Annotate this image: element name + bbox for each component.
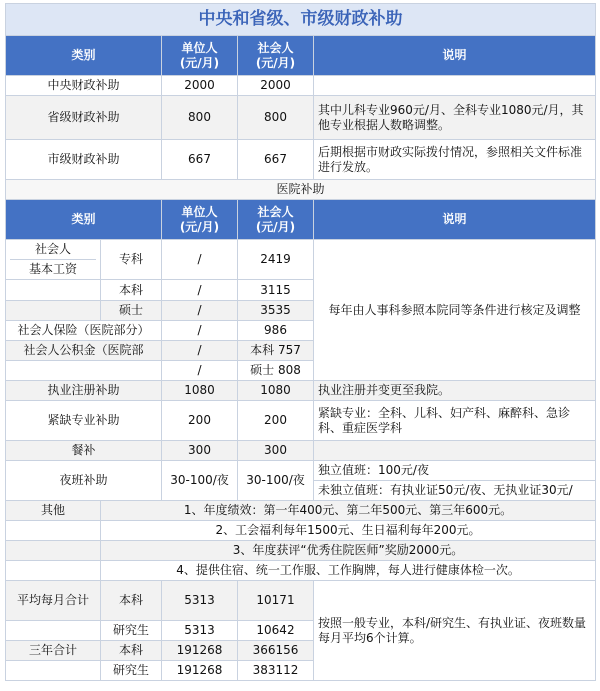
fund-unit-2: / [162,361,238,381]
fund-unit: / [162,341,238,361]
other-item-1: 1、年度绩效：第一年400元、第二年500元、第三年600元。 [101,501,596,521]
totals-note: 按照一般专业，本科/研究生、有执业证、夜班数量每月平均6个计算。 [314,581,596,681]
header-unit-person-2: 单位人 (元/月) [162,200,238,240]
monthly-edu-graduate: 研究生 [101,621,162,641]
fund-social-bachelor: 本科 757 [238,341,314,361]
three-year-social-graduate: 383112 [238,661,314,681]
insurance-label: 社会人保险（医院部分） [6,321,162,341]
salary-label-line2: 基本工资 [28,262,77,276]
monthly-edu-bachelor: 本科 [101,581,162,621]
bachelor-label: 本科 [101,280,162,301]
hospital-section-title: 医院补助 [6,180,596,200]
night-social: 30-100/夜 [238,461,314,501]
salary-label-line1: 社会人 [10,240,96,260]
city-note: 后期根据市财政实际拨付情况，参照相关文件标准进行发放。 [314,140,596,180]
salary-note: 每年由人事科参照本院同等条件进行核定及调整 [314,240,596,381]
monthly-social-graduate: 10642 [238,621,314,641]
province-note: 其中儿科专业960元/月、全科专业1080元/月，其他专业根据人数略调整。 [314,96,596,140]
meal-note [314,441,596,461]
master-social: 3535 [238,301,314,321]
three-year-total-label: 三年合计 [6,641,101,661]
specialty-label: 专科 [101,240,162,280]
central-label: 中央财政补助 [6,76,162,96]
central-social: 2000 [238,76,314,96]
monthly-unit-graduate: 5313 [162,621,238,641]
master-unit: / [162,301,238,321]
header-note: 说明 [314,36,596,76]
specialty-social: 2419 [238,240,314,280]
fund-social-master: 硕士 808 [238,361,314,381]
three-year-social-bachelor: 366156 [238,641,314,661]
monthly-total-label: 平均每月合计 [6,581,101,621]
province-unit: 800 [162,96,238,140]
other-label: 其他 [6,501,101,521]
insurance-unit: / [162,321,238,341]
license-label: 执业注册补助 [6,381,162,401]
three-year-unit-bachelor: 191268 [162,641,238,661]
three-year-edu-bachelor: 本科 [101,641,162,661]
province-social: 800 [238,96,314,140]
night-note-line2: 未独立值班：有执业证50元/夜、无执业证30元/ [318,483,573,497]
other-item-3: 3、年度获评“优秀住院医师”奖励2000元。 [101,541,596,561]
city-unit: 667 [162,140,238,180]
specialty-unit: / [162,240,238,280]
three-year-unit-graduate: 191268 [162,661,238,681]
monthly-social-bachelor: 10171 [238,581,314,621]
header-unit-person: 单位人 (元/月) [162,36,238,76]
license-social: 1080 [238,381,314,401]
bachelor-unit: / [162,280,238,301]
meal-social: 300 [238,441,314,461]
night-note [314,461,596,501]
subsidy-table [5,3,596,681]
night-label: 夜班补助 [6,461,162,501]
night-note-line1: 独立值班：100元/夜 [314,461,595,481]
header-category-2: 类别 [6,200,162,240]
header-social-person-2: 社会人 (元/月) [238,200,314,240]
license-unit: 1080 [162,381,238,401]
meal-label: 餐补 [6,441,162,461]
central-unit: 2000 [162,76,238,96]
city-social: 667 [238,140,314,180]
shortage-social: 200 [238,401,314,441]
night-unit: 30-100/夜 [162,461,238,501]
meal-unit: 300 [162,441,238,461]
insurance-social: 986 [238,321,314,341]
header-note-2: 说明 [314,200,596,240]
shortage-note: 紧缺专业：全科、儿科、妇产科、麻醉科、急诊科、重症医学科 [314,401,596,441]
salary-label [6,240,101,280]
other-item-2: 2、工会福利每年1500元、生日福利每年200元。 [101,521,596,541]
table-title: 中央和省级、市级财政补助 [6,4,596,36]
central-note [314,76,596,96]
license-note: 执业注册并变更至我院。 [314,381,596,401]
shortage-label: 紧缺专业补助 [6,401,162,441]
header-category: 类别 [6,36,162,76]
shortage-unit: 200 [162,401,238,441]
city-label: 市级财政补助 [6,140,162,180]
bachelor-social: 3115 [238,280,314,301]
master-label: 硕士 [101,301,162,321]
three-year-edu-graduate: 研究生 [101,661,162,681]
monthly-unit-bachelor: 5313 [162,581,238,621]
other-item-4: 4、提供住宿、统一工作服、工作胸牌，每人进行健康体检一次。 [101,561,596,581]
fund-label: 社会人公积金（医院部 [6,341,162,361]
province-label: 省级财政补助 [6,96,162,140]
header-social-person: 社会人 (元/月) [238,36,314,76]
